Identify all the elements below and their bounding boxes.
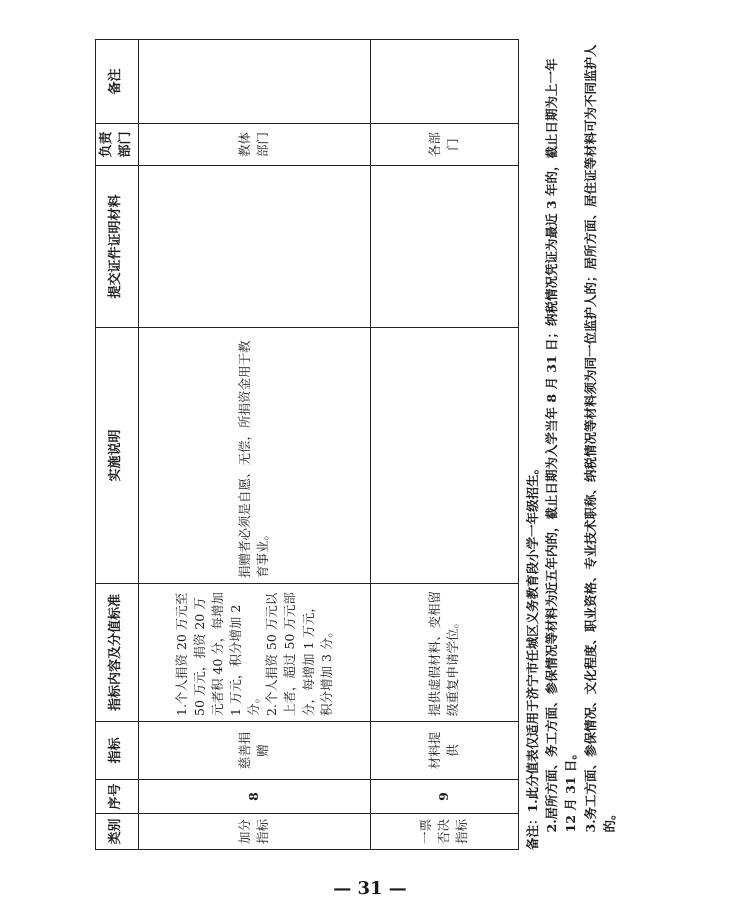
table-row [370, 40, 518, 850]
notes-label: 备注： [524, 812, 540, 850]
row-indicator: 材料提供 [370, 722, 518, 780]
row-materials [138, 166, 370, 328]
row-remarks [138, 40, 370, 124]
header-number: 序号 [96, 780, 139, 814]
row-category: 加分指标 [138, 814, 370, 850]
content-line: 提供虚假材料、变相留级重复申请学位。 [427, 590, 461, 716]
header-department: 负责部门 [96, 124, 139, 166]
scoring-table [95, 39, 519, 850]
row-department: 各部门 [370, 124, 518, 166]
content-line: 1.个人捐资 20 万元至 50 万元，捐资 20 万元者积 40 分，每增加 1 万元，积分增加 2 分。 [173, 592, 262, 716]
content-line: 2.个人捐资 50 万元以上者，超过 50 万元部分，每增加 1 万元，积分增加 3 分。 [264, 592, 334, 716]
row-explanation [370, 328, 518, 584]
row-materials [370, 166, 518, 328]
header-category: 类别 [96, 814, 139, 850]
row-number: 9 [370, 780, 518, 814]
note-item: 1.此分值表仅适用于济宁市任城区义务教育段小学一年级招生。 [524, 461, 540, 813]
rotated-page-content [95, 40, 618, 850]
header-row [96, 40, 139, 850]
header-indicator: 指标 [96, 722, 139, 780]
row-department: 教体部门 [138, 124, 370, 166]
row-category: 一票否决指标 [370, 814, 518, 850]
footnotes [523, 40, 620, 850]
note-item: 2.居所方面、务工方面、参保情况等材料为近五年内的，截止日期为入学当年 8 月 31 日；纳税情况凭证为最近 3 年的，截止日期为上一年 12 月 31 日。 [544, 58, 579, 833]
page-number: — 31 — [333, 878, 407, 899]
header-materials: 提交证件证明材料 [96, 166, 139, 328]
row-content [138, 584, 370, 722]
row-content [370, 584, 518, 722]
row-explanation: 捐赠者必须是自愿、无偿，所捐资金用于教育事业。 [138, 328, 370, 584]
row-remarks [370, 40, 518, 124]
row-indicator: 慈善捐赠 [138, 722, 370, 780]
note-item: 3.务工方面、参保情况、文化程度、职业资格、专业技术职称、纳税情况等材料须为同一位监护人的；居所方面、居住证等材料可为不同监护人的。 [582, 44, 618, 833]
header-explanation: 实施说明 [96, 328, 139, 584]
header-content-score: 指标内容及分值标准 [96, 584, 139, 722]
table-row [138, 40, 370, 850]
row-number: 8 [138, 780, 370, 814]
header-remarks: 备注 [96, 40, 139, 124]
